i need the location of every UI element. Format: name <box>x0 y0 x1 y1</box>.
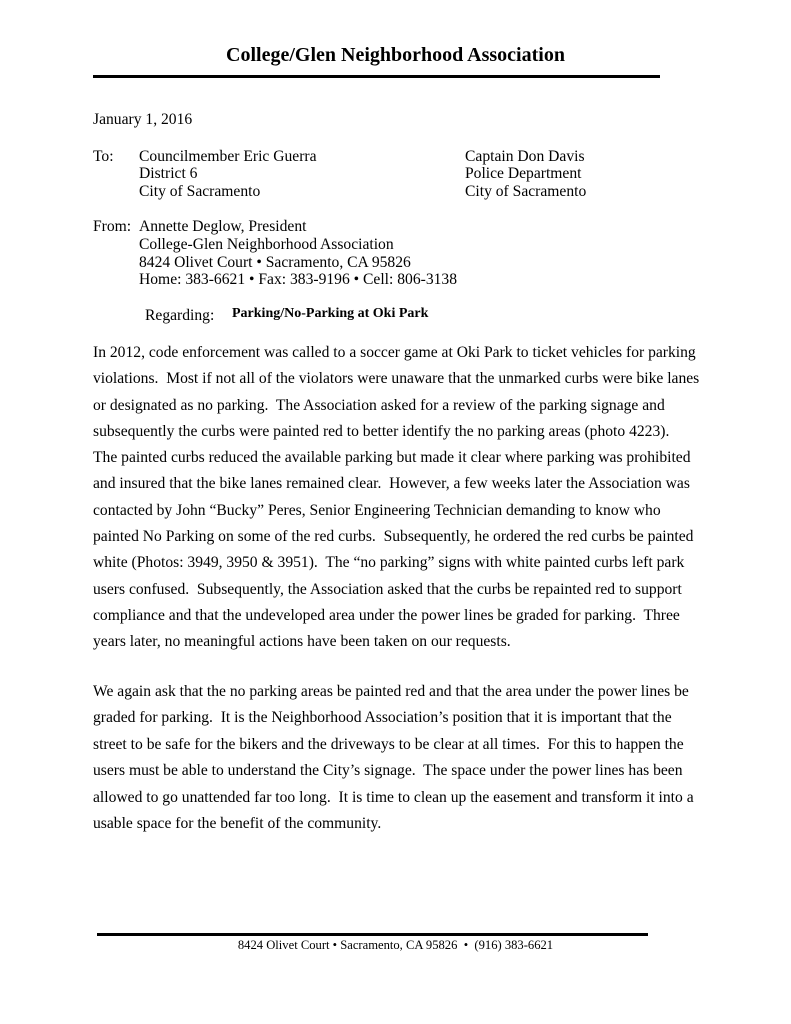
paragraph-2 <box>93 679 694 837</box>
body-line: users confused. Subsequently, the Association asked that the curbs be repainted red to support <box>93 580 682 598</box>
recipient-2 <box>465 148 586 200</box>
sender-address: 8424 Olivet Court • Sacramento, CA 95826 <box>139 253 411 271</box>
body-line: allowed to go unattended far too long. It is time to clean up the easement and transform it into a <box>93 788 694 806</box>
body-line: painted No Parking on some of the red curbs. Subsequently, he ordered the red curbs be painted <box>93 528 694 546</box>
recipient-2-line: City of Sacramento <box>465 182 587 200</box>
letterhead-rule <box>93 75 660 78</box>
body-line: street to be safe for the bikers and the driveways to be clear at all times. For this to happen the <box>93 735 684 753</box>
recipient-2-line: Police Department <box>465 165 582 183</box>
body-line: usable space for the benefit of the community. <box>93 815 382 833</box>
regarding-subject: Parking/No-Parking at Oki Park <box>232 306 429 321</box>
to-section <box>93 148 114 165</box>
recipient-1 <box>139 148 317 200</box>
body-line: or designated as no parking. The Association asked for a review of the parking signage and <box>93 396 665 414</box>
body-line: years later, no meaningful actions have been taken on our requests. <box>93 633 511 651</box>
from-section <box>93 218 131 236</box>
recipient-1-name: Councilmember Eric Guerra <box>139 148 317 165</box>
regarding-label: Regarding: <box>145 307 215 324</box>
recipient-1-line: District 6 <box>139 165 198 183</box>
paragraph-1 <box>93 340 699 656</box>
body-line: violations. Most if not all of the violators were unaware that the unmarked curbs were bike lanes <box>93 370 700 388</box>
recipient-2-name: Captain Don Davis <box>465 148 585 165</box>
sender-phone: Home: 383-6621 • Fax: 383-9196 • Cell: 806-3138 <box>139 271 458 289</box>
body-line: contacted by John “Bucky” Peres, Senior Engineering Technician demanding to know who <box>93 501 661 519</box>
body-line: graded for parking. It is the Neighborhood Association’s position that it is important that the <box>93 709 672 727</box>
body-line: The painted curbs reduced the available parking but made it clear where parking was prohibited <box>93 449 691 467</box>
sender-block <box>139 218 457 289</box>
letterhead-title: College/Glen Neighborhood Association <box>226 44 565 66</box>
to-label: To: <box>93 148 114 165</box>
from-label: From: <box>93 218 132 235</box>
footer-address: 8424 Olivet Court • Sacramento, CA 95826 • (916) 383-6621 <box>237 938 554 952</box>
body-line: and insured that the bike lanes remained clear. However, a few weeks later the Association was <box>93 475 690 493</box>
body-line: white (Photos: 3949, 3950 & 3951). The “no parking” signs with white painted curbs left park <box>93 554 685 572</box>
body-line: In 2012, code enforcement was called to a soccer game at Oki Park to ticket vehicles for parking <box>93 344 696 361</box>
footer-rule <box>97 933 648 936</box>
letter-date: January 1, 2016 <box>93 111 193 128</box>
body-line: users must be able to understand the City’s signage. The space under the power lines has been <box>93 762 683 780</box>
body-line: compliance and that the undeveloped area under the power lines be graded for parking. Three <box>93 606 680 624</box>
body-line: subsequently the curbs were painted red to better identify the no parking areas (photo 4223). <box>93 422 670 440</box>
body-line: We again ask that the no parking areas be painted red and that the area under the power lines be <box>93 683 689 700</box>
sender-name: Annette Deglow, President <box>139 218 307 235</box>
recipient-1-line: City of Sacramento <box>139 182 261 200</box>
sender-organization: College-Glen Neighborhood Association <box>139 235 394 253</box>
